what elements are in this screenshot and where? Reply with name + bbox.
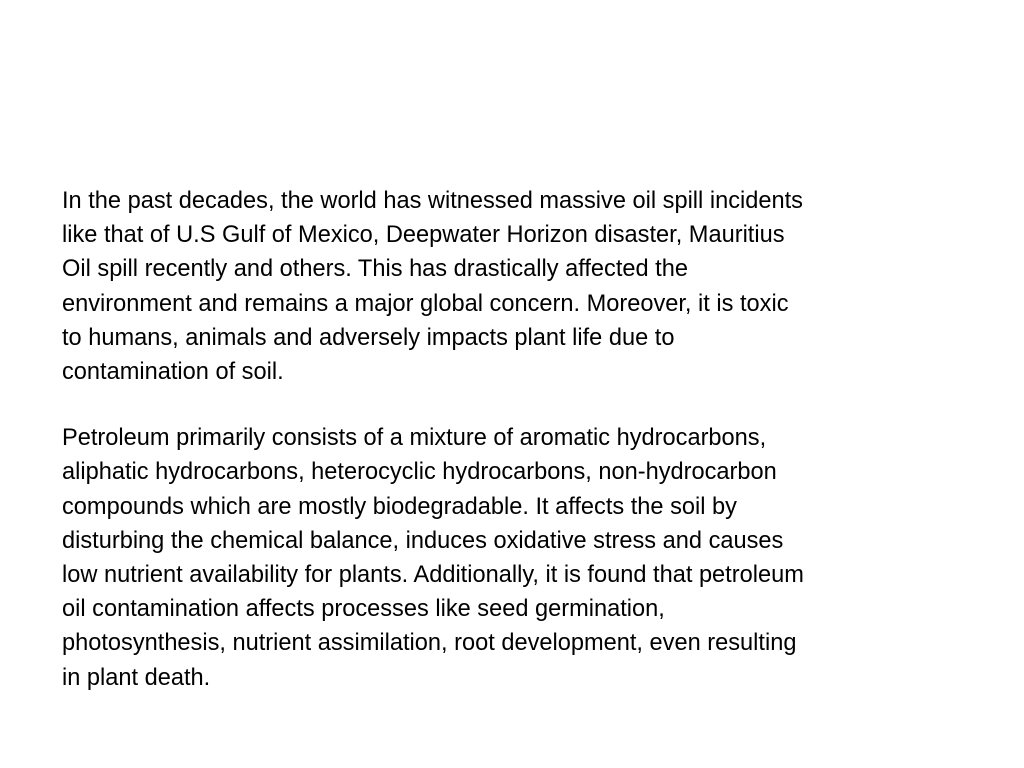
paragraph-oil-spill-incidents: In the past decades, the world has witnessed massive oil spill incidents like that of U.S Gulf of Mexico, Deepwater Horizon disaster, Mauritius Oil spill recently and others. This has drastically affected the environment and remains a major global concern. Moreover, it is toxic to humans, animals and adversely impacts plant life due to contamination of soil. [62,188,803,386]
slide-body [62,184,972,695]
paragraph-petroleum-effects: Petroleum primarily consists of a mixture of aromatic hydrocarbons, aliphatic hydrocarbons, heterocyclic hydrocarbons, non-hydrocarbon compounds which are mostly biodegradable. It affects the soil by disturbing the chemical balance, induces oxidative stress and causes low nutrient availability for plants. Additionally, it is found that petroleum oil contamination affects processes like seed germination, photosynthesis, nutrient assimilation, root development, even resulting in plant death. [62,425,804,691]
